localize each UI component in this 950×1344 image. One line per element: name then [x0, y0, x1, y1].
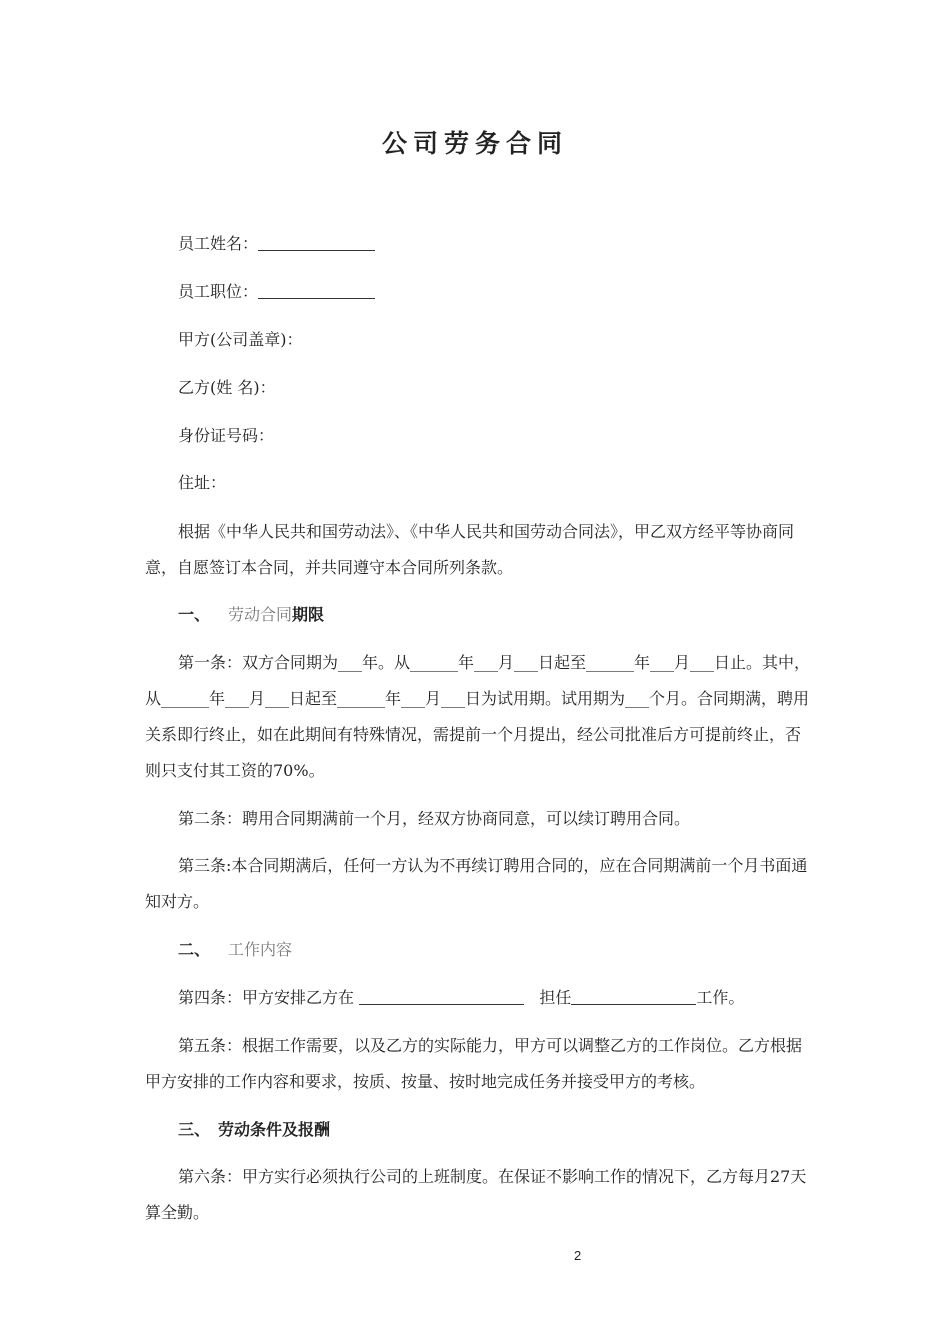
field-address: 住址：: [178, 473, 227, 492]
document-title: 公司劳务合同: [381, 129, 568, 158]
clause-4: [178, 980, 843, 1016]
clause-text: 工作。: [696, 988, 745, 1007]
page-number: 2: [574, 1248, 582, 1263]
section-title-bold: 期限: [292, 605, 325, 624]
field-id-number: 身份证号码：: [178, 426, 275, 445]
intro-paragraph: 根据《中华人民共和国劳动法》、《中华人民共和国劳动合同法》，甲乙双方经平等协商同意，自愿签订本合同，并共同遵守本合同所列条款。: [145, 522, 795, 577]
field-employee-name: [178, 226, 843, 262]
field-employee-position: [178, 274, 843, 310]
blank-line: [258, 234, 375, 251]
clause-6: 第六条：甲方实行必须执行公司的上班制度。在保证不影响工作的情况下，乙方每月27天算全勤。: [145, 1167, 807, 1222]
section-heading-1: [178, 597, 843, 633]
section-heading-2: [178, 932, 843, 968]
field-party-a: 甲方(公司盖章)：: [178, 330, 303, 349]
blank-line: [571, 988, 696, 1005]
clause-text: 担任: [539, 988, 572, 1007]
section-title: 劳动条件及报酬: [218, 1120, 331, 1139]
section-number: 二、: [178, 940, 211, 959]
section-title: 劳动合同: [228, 605, 293, 624]
field-label: 员工姓名：: [178, 234, 259, 253]
field-label: 员工职位：: [178, 282, 259, 301]
clause-5: 第五条：根据工作需要，以及乙方的实际能力，甲方可以调整乙方的工作岗位。乙方根据甲方安排的工作内容和要求，按质、按量、按时地完成任务并接受甲方的考核。: [145, 1036, 803, 1091]
clause-1: 第一条：双方合同期为___年。从______年___月___日起至______年___月___日止。其中，从______年___月___日起至______年___月___日为试用期。试用期为___个月。合同期满，聘用关系即行终止，如在此期间有特殊情况，需提前一个月提出，经公司批准后方可提前终止，否则只支付其工资的70%。: [145, 653, 811, 780]
blank-line: [359, 988, 524, 1005]
clause-2: 第二条：聘用合同期满前一个月，经双方协商同意，可以续订聘用合同。: [178, 809, 691, 828]
section-number: 一、: [178, 605, 211, 624]
clause-3: 第三条:本合同期满后，任何一方认为不再续订聘用合同的，应在合同期满前一个月书面通知对方。: [145, 856, 808, 911]
field-party-b: 乙方(姓 名)：: [178, 378, 276, 397]
clause-text: 第四条：甲方安排乙方在: [178, 988, 355, 1007]
section-title: 工作内容: [228, 940, 293, 959]
blank-line: [258, 282, 375, 299]
section-heading-3: [178, 1112, 843, 1148]
section-number: 三、: [178, 1120, 211, 1139]
